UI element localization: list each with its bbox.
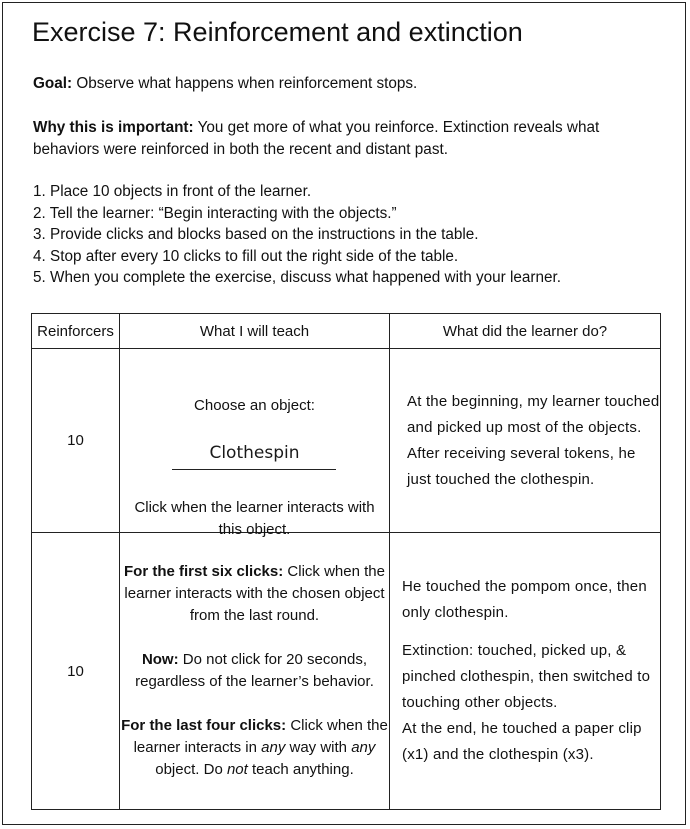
table-header-row <box>32 314 661 349</box>
header-reinforcers: Reinforcers <box>32 314 120 349</box>
page-title: Exercise 7: Reinforcement and extinction <box>32 17 523 47</box>
goal-label: Goal: <box>33 75 73 92</box>
emphasis-any: any <box>351 739 376 756</box>
step-item: 1. Place 10 objects in front of the learner. <box>33 183 312 200</box>
emphasis-any: any <box>261 739 286 756</box>
header-learner-response: What did the learner do? <box>390 314 661 349</box>
row2-reinforcers: 10 <box>32 533 120 810</box>
first-six-clicks-instruction <box>120 561 389 627</box>
row1-learner-response-cell <box>390 349 661 533</box>
last-four-text: Click when the learner interacts in <box>133 717 388 756</box>
step-item: 4. Stop after every 10 clicks to fill out the right side of the table. <box>33 247 459 265</box>
header-what-i-will-teach: What I will teach <box>120 314 390 349</box>
row2-response-part2: Extinction: touched, picked up, & pinched clothespin, then switched to touching other objects. <box>402 642 651 711</box>
choose-object-label: Choose an object: <box>194 397 315 414</box>
step-item: 5. When you complete the exercise, discuss what happened with your learner. <box>33 269 562 287</box>
first-six-label: For the first six clicks: <box>124 563 284 580</box>
fill-in-line <box>172 469 336 470</box>
last-four-clicks-instruction <box>120 715 389 781</box>
last-four-label: For the last four clicks: <box>121 717 287 734</box>
row2-response-part1: He touched the pompom once, then only clothespin. <box>402 578 647 621</box>
exercise-table <box>31 313 661 810</box>
step-item: 3. Provide clicks and blocks based on the instructions in the table. <box>33 226 479 244</box>
row1-teach-cell <box>120 349 390 538</box>
last-four-text: way with <box>285 739 352 756</box>
row1-reinforcers: 10 <box>32 349 120 533</box>
last-four-text: object. Do <box>155 761 227 778</box>
now-label: Now: <box>141 651 179 668</box>
last-four-text: teach anything. <box>247 761 354 778</box>
now-text: Do not click for 20 seconds, regardless of the learner’s behavior. <box>135 651 374 690</box>
row2-response-part3: At the end, he touched a paper clip (x1) and the clothespin (x3). <box>402 720 642 763</box>
emphasis-not: not <box>226 761 248 778</box>
goal-paragraph <box>33 73 663 95</box>
row2-teach-cell <box>120 533 390 810</box>
step-item: 2. Tell the learner: “Begin interacting with the objects.” <box>33 204 397 222</box>
importance-text: You get more of what you reinforce. Extinction reveals what behaviors were reinforced in both the recent and distant past. <box>33 119 600 158</box>
now-instruction <box>120 649 389 693</box>
importance-label: Why this is important: <box>33 119 194 136</box>
importance-paragraph <box>33 117 663 161</box>
row2-learner-response-cell <box>390 533 661 810</box>
table-row <box>32 533 661 810</box>
table-row <box>32 349 661 533</box>
row1-learner-response: At the beginning, my learner touched and picked up most of the objects. After receiving several tokens, he just touched the clothespin. <box>407 392 660 488</box>
goal-text: Observe what happens when reinforcement stops. <box>72 75 418 92</box>
first-six-text: Click when the learner interacts with the chosen object from the last round. <box>124 563 385 624</box>
chosen-object-handwritten: Clothespin <box>209 443 300 463</box>
instruction-steps <box>33 181 561 289</box>
row1-instruction: Click when the learner interacts with this object. <box>134 499 375 538</box>
